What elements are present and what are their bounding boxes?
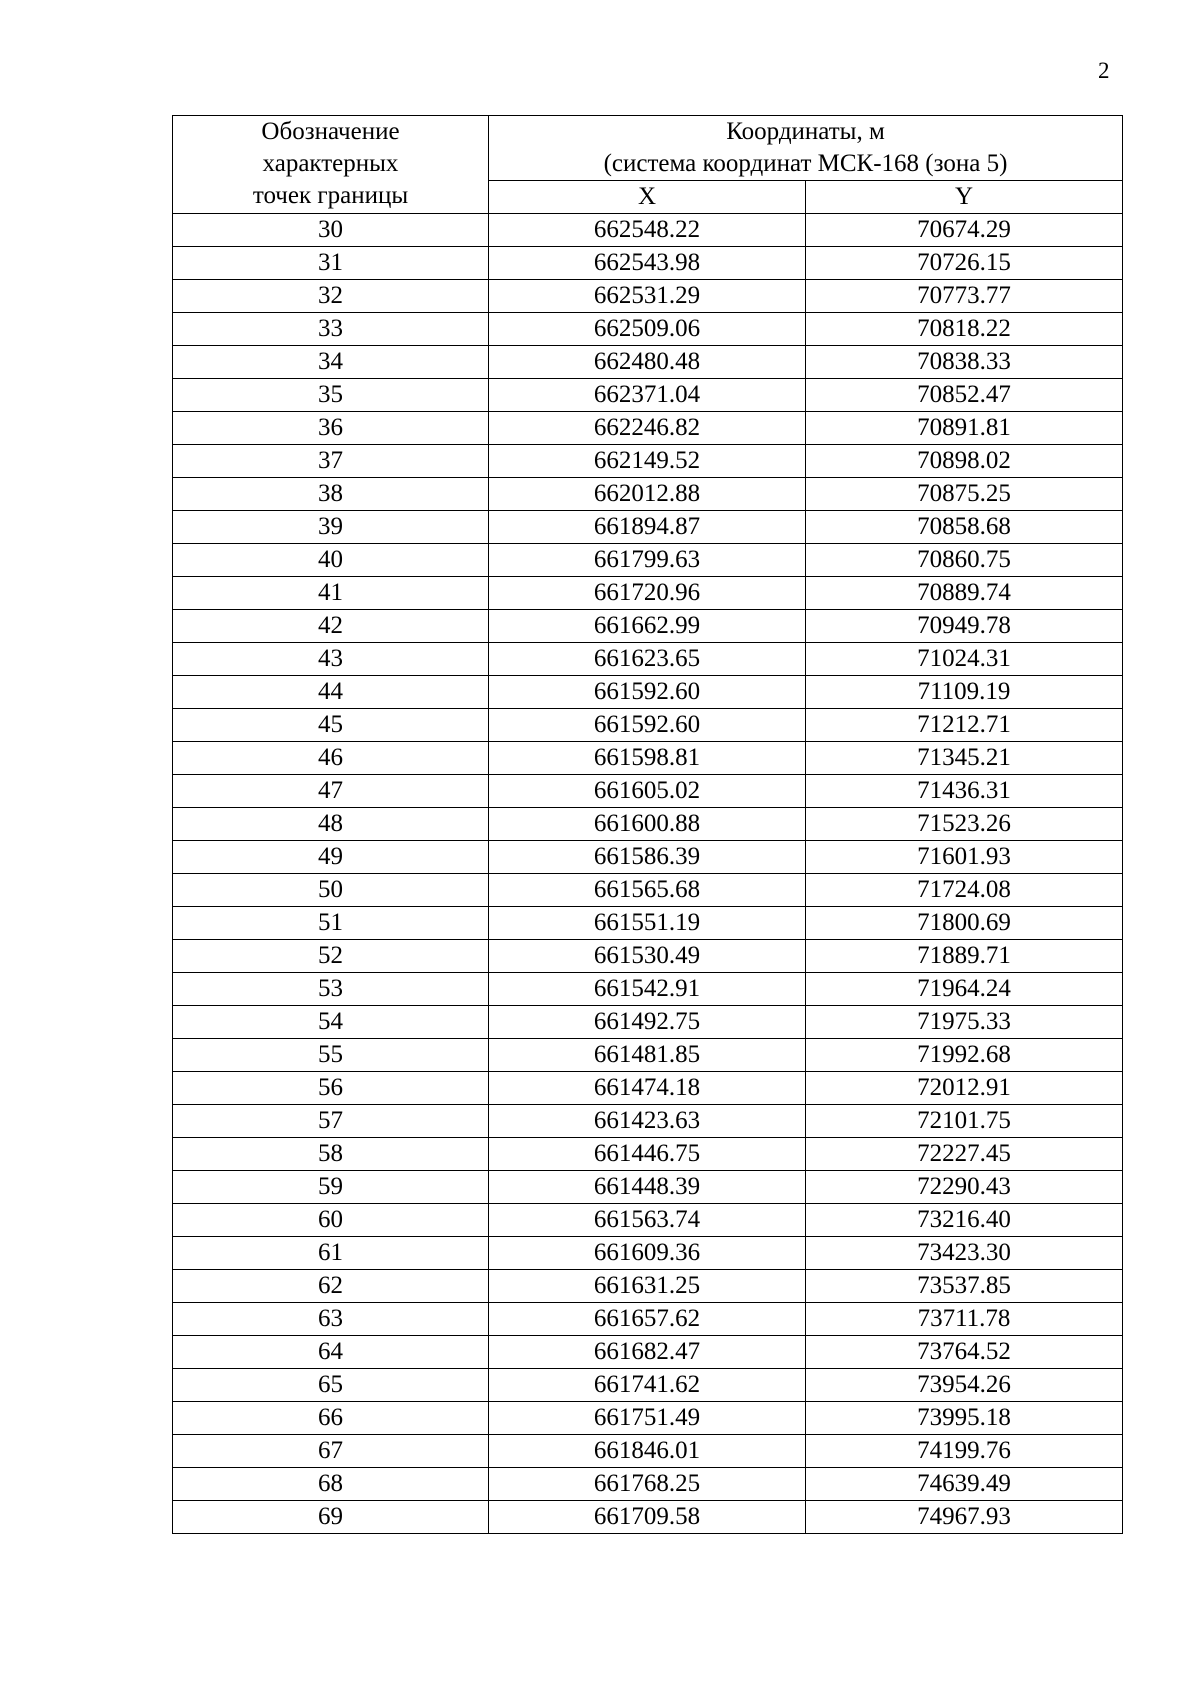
point-cell: 40 (173, 544, 489, 577)
y-coordinate-cell: 71523.26 (806, 808, 1123, 841)
point-cell: 47 (173, 775, 489, 808)
table-row (173, 247, 1123, 280)
x-coordinate-cell: 661598.81 (489, 742, 806, 775)
coordinates-table (172, 115, 1123, 1534)
table-row (173, 1138, 1123, 1171)
point-cell: 58 (173, 1138, 489, 1171)
page-number: 2 (1098, 58, 1110, 83)
table-row (173, 907, 1123, 940)
y-coordinate-cell: 73537.85 (806, 1270, 1123, 1303)
table-row (173, 1171, 1123, 1204)
y-coordinate-cell: 71345.21 (806, 742, 1123, 775)
x-coordinate-cell: 661741.62 (489, 1369, 806, 1402)
point-cell: 55 (173, 1039, 489, 1072)
table-header (173, 116, 1123, 214)
table-row (173, 379, 1123, 412)
y-coordinate-cell: 72012.91 (806, 1072, 1123, 1105)
y-coordinate-cell: 70852.47 (806, 379, 1123, 412)
point-cell: 31 (173, 247, 489, 280)
y-coordinate-cell: 71992.68 (806, 1039, 1123, 1072)
y-coordinate-cell: 72227.45 (806, 1138, 1123, 1171)
y-coordinate-cell: 74639.49 (806, 1468, 1123, 1501)
y-coordinate-cell: 70949.78 (806, 610, 1123, 643)
table-row (173, 643, 1123, 676)
point-cell: 54 (173, 1006, 489, 1039)
point-label-header (173, 116, 489, 214)
table-body (173, 214, 1123, 1534)
y-coordinate-cell: 71724.08 (806, 874, 1123, 907)
point-cell: 60 (173, 1204, 489, 1237)
y-coordinate-cell: 70891.81 (806, 412, 1123, 445)
point-cell: 65 (173, 1369, 489, 1402)
point-cell: 52 (173, 940, 489, 973)
point-label-line: характерных (262, 150, 399, 177)
y-coordinate-cell: 73711.78 (806, 1303, 1123, 1336)
table-row (173, 280, 1123, 313)
table-row (173, 313, 1123, 346)
point-cell: 42 (173, 610, 489, 643)
table-row (173, 1039, 1123, 1072)
x-coordinate-cell: 661799.63 (489, 544, 806, 577)
point-cell: 59 (173, 1171, 489, 1204)
x-coordinate-cell: 661623.65 (489, 643, 806, 676)
point-cell: 32 (173, 280, 489, 313)
y-coordinate-cell: 70875.25 (806, 478, 1123, 511)
y-coordinate-cell: 72101.75 (806, 1105, 1123, 1138)
table-row (173, 1402, 1123, 1435)
point-cell: 39 (173, 511, 489, 544)
point-cell: 33 (173, 313, 489, 346)
x-coordinate-cell: 662246.82 (489, 412, 806, 445)
x-coordinate-cell: 662012.88 (489, 478, 806, 511)
table-row (173, 775, 1123, 808)
table-row (173, 214, 1123, 247)
table-row (173, 1105, 1123, 1138)
x-coordinate-cell: 661846.01 (489, 1435, 806, 1468)
table-row (173, 412, 1123, 445)
y-coordinate-cell: 71601.93 (806, 841, 1123, 874)
x-coordinate-cell: 661768.25 (489, 1468, 806, 1501)
x-coordinate-cell: 661542.91 (489, 973, 806, 1006)
y-coordinate-cell: 71889.71 (806, 940, 1123, 973)
x-coordinate-cell: 661682.47 (489, 1336, 806, 1369)
y-coordinate-cell: 70858.68 (806, 511, 1123, 544)
table-row (173, 1501, 1123, 1534)
table-row (173, 511, 1123, 544)
y-coordinate-cell: 73954.26 (806, 1369, 1123, 1402)
point-cell: 53 (173, 973, 489, 1006)
table-row (173, 1072, 1123, 1105)
table-row (173, 610, 1123, 643)
point-cell: 48 (173, 808, 489, 841)
y-coordinate-cell: 73216.40 (806, 1204, 1123, 1237)
point-cell: 64 (173, 1336, 489, 1369)
x-coordinate-cell: 661657.62 (489, 1303, 806, 1336)
point-cell: 34 (173, 346, 489, 379)
coordinates-title-line: (система координат МСК-168 (зона 5) (603, 150, 1008, 177)
table-row (173, 346, 1123, 379)
x-coordinate-cell: 661586.39 (489, 841, 806, 874)
point-cell: 56 (173, 1072, 489, 1105)
x-coordinate-cell: 661530.49 (489, 940, 806, 973)
point-cell: 63 (173, 1303, 489, 1336)
point-cell: 51 (173, 907, 489, 940)
table-row (173, 1303, 1123, 1336)
x-coordinate-cell: 661563.74 (489, 1204, 806, 1237)
x-coordinate-cell: 661631.25 (489, 1270, 806, 1303)
point-cell: 46 (173, 742, 489, 775)
table-row (173, 1435, 1123, 1468)
x-coordinate-cell: 662149.52 (489, 445, 806, 478)
point-cell: 43 (173, 643, 489, 676)
x-coordinate-cell: 661662.99 (489, 610, 806, 643)
x-coordinate-cell: 661492.75 (489, 1006, 806, 1039)
table-row (173, 676, 1123, 709)
x-coordinate-cell: 661474.18 (489, 1072, 806, 1105)
x-coordinate-cell: 662543.98 (489, 247, 806, 280)
x-column-header: X (489, 181, 806, 214)
table-row (173, 841, 1123, 874)
table-row (173, 874, 1123, 907)
y-coordinate-cell: 70838.33 (806, 346, 1123, 379)
point-cell: 45 (173, 709, 489, 742)
x-coordinate-cell: 661609.36 (489, 1237, 806, 1270)
y-coordinate-cell: 70773.77 (806, 280, 1123, 313)
point-label-line: Обозначение (261, 118, 400, 145)
point-cell: 62 (173, 1270, 489, 1303)
y-coordinate-cell: 71436.31 (806, 775, 1123, 808)
table-row (173, 1006, 1123, 1039)
x-coordinate-cell: 661600.88 (489, 808, 806, 841)
y-coordinate-cell: 70860.75 (806, 544, 1123, 577)
coordinates-header (489, 116, 1123, 181)
y-coordinate-cell: 70674.29 (806, 214, 1123, 247)
point-cell: 50 (173, 874, 489, 907)
x-coordinate-cell: 661592.60 (489, 709, 806, 742)
y-coordinate-cell: 71964.24 (806, 973, 1123, 1006)
x-coordinate-cell: 662509.06 (489, 313, 806, 346)
point-cell: 66 (173, 1402, 489, 1435)
x-coordinate-cell: 662548.22 (489, 214, 806, 247)
table-row (173, 709, 1123, 742)
point-cell: 38 (173, 478, 489, 511)
y-coordinate-cell: 71212.71 (806, 709, 1123, 742)
y-coordinate-cell: 70898.02 (806, 445, 1123, 478)
x-coordinate-cell: 661720.96 (489, 577, 806, 610)
x-coordinate-cell: 662531.29 (489, 280, 806, 313)
y-coordinate-cell: 71975.33 (806, 1006, 1123, 1039)
x-coordinate-cell: 661592.60 (489, 676, 806, 709)
coordinates-title-line: Координаты, м (726, 118, 885, 145)
y-coordinate-cell: 74967.93 (806, 1501, 1123, 1534)
table-row (173, 1204, 1123, 1237)
point-cell: 41 (173, 577, 489, 610)
point-cell: 36 (173, 412, 489, 445)
table-row (173, 973, 1123, 1006)
y-column-header: Y (806, 181, 1123, 214)
table-row (173, 1468, 1123, 1501)
table-row (173, 1237, 1123, 1270)
point-cell: 49 (173, 841, 489, 874)
table-row (173, 478, 1123, 511)
y-coordinate-cell: 73764.52 (806, 1336, 1123, 1369)
table-row (173, 445, 1123, 478)
point-cell: 44 (173, 676, 489, 709)
x-coordinate-cell: 661565.68 (489, 874, 806, 907)
x-coordinate-cell: 661894.87 (489, 511, 806, 544)
y-coordinate-cell: 71109.19 (806, 676, 1123, 709)
table-row (173, 808, 1123, 841)
point-cell: 68 (173, 1468, 489, 1501)
table-row (173, 544, 1123, 577)
table-row (173, 577, 1123, 610)
x-coordinate-cell: 661751.49 (489, 1402, 806, 1435)
table-row (173, 940, 1123, 973)
y-coordinate-cell: 70889.74 (806, 577, 1123, 610)
x-coordinate-cell: 661551.19 (489, 907, 806, 940)
point-cell: 69 (173, 1501, 489, 1534)
y-coordinate-cell: 70726.15 (806, 247, 1123, 280)
table-row (173, 1369, 1123, 1402)
point-cell: 30 (173, 214, 489, 247)
point-cell: 37 (173, 445, 489, 478)
x-coordinate-cell: 661446.75 (489, 1138, 806, 1171)
x-coordinate-cell: 661481.85 (489, 1039, 806, 1072)
point-label-line: точек границы (252, 182, 409, 209)
y-coordinate-cell: 73995.18 (806, 1402, 1123, 1435)
point-cell: 57 (173, 1105, 489, 1138)
y-coordinate-cell: 70818.22 (806, 313, 1123, 346)
y-coordinate-cell: 73423.30 (806, 1237, 1123, 1270)
point-cell: 67 (173, 1435, 489, 1468)
x-coordinate-cell: 661605.02 (489, 775, 806, 808)
table-row (173, 1270, 1123, 1303)
point-cell: 35 (173, 379, 489, 412)
y-coordinate-cell: 74199.76 (806, 1435, 1123, 1468)
y-coordinate-cell: 71800.69 (806, 907, 1123, 940)
point-cell: 61 (173, 1237, 489, 1270)
x-coordinate-cell: 662371.04 (489, 379, 806, 412)
x-coordinate-cell: 661448.39 (489, 1171, 806, 1204)
x-coordinate-cell: 661709.58 (489, 1501, 806, 1534)
table-row (173, 742, 1123, 775)
x-coordinate-cell: 662480.48 (489, 346, 806, 379)
table-row (173, 1336, 1123, 1369)
y-coordinate-cell: 71024.31 (806, 643, 1123, 676)
y-coordinate-cell: 72290.43 (806, 1171, 1123, 1204)
x-coordinate-cell: 661423.63 (489, 1105, 806, 1138)
